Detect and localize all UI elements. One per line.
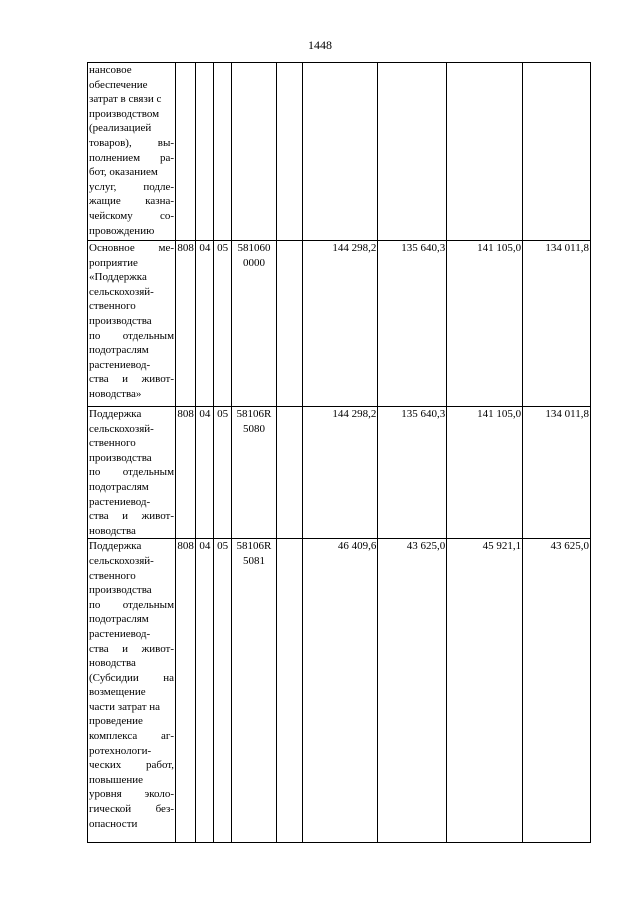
item-name-line: (реализацией [89,122,152,135]
item-name-line: полнением ра- [89,151,175,164]
target-article-code-cell [231,241,277,407]
amount-cell-4 [523,63,591,241]
item-name-line: нансовое [89,64,132,76]
item-name-line: растениевод- [89,358,151,371]
item-name-line: ственного [89,569,136,582]
subsection-code-cell: 05 [214,539,231,843]
item-name-line: подотраслям [89,344,149,357]
amount-cell-2 [378,63,447,241]
item-name-line: по отдельным [89,598,175,611]
amount-cell-3: 45 921,1 [447,539,523,843]
item-name-line: новодства [89,657,136,670]
item-name-line: жащие казна- [89,195,175,208]
section-code-cell: 04 [196,539,214,843]
target-article-code-cell [231,407,277,539]
item-name-line: проведение [89,715,143,728]
item-name-line: гической без- [89,803,175,816]
page-number: 1448 [308,38,332,52]
item-name-line: услуг, подле- [89,180,175,193]
item-name-line: по отдельным [89,329,175,342]
item-name-line: подотраслям [89,480,149,493]
table-row [88,539,591,843]
item-name-line: бот, оказанием [89,166,158,179]
expense-type-cell [277,407,302,539]
item-name-line: Поддержка [89,408,142,420]
amount-cell-1: 46 409,6 [302,539,378,843]
expense-type-cell [277,539,302,843]
item-name-line: ства и живот- [89,510,175,523]
item-name-line: части затрат на [89,700,161,713]
item-name-line: новодства» [89,387,142,400]
item-name-line: товаров), вы- [89,136,175,149]
ministry-code-cell [176,63,196,241]
target-article-code-line: 5081 [242,554,265,567]
target-article-code-line: 581060 [237,242,271,254]
item-name-line: подотраслям [89,613,149,626]
target-article-code-line: 5080 [242,422,265,435]
amount-cell-3: 141 105,0 [447,241,523,407]
amount-cell-4: 134 011,8 [523,407,591,539]
target-article-code-line: 58106R [236,540,272,553]
item-name-line: растениевод- [89,627,151,640]
table-row [88,241,591,407]
table-row [88,63,591,241]
item-name-line: ческих работ, [89,759,175,772]
section-code-cell: 04 [196,407,214,539]
item-name-line: Поддержка [89,540,142,553]
expense-type-cell [277,241,302,407]
item-name-line: по отдельным [89,466,175,479]
target-article-code-cell [231,539,277,843]
subsection-code-cell: 05 [214,407,231,539]
budget-table [87,62,591,843]
item-name-line: обеспечение [89,78,148,91]
item-name-cell [88,63,176,241]
table-row [88,407,591,539]
subsection-code-cell [214,63,231,241]
amount-cell-1: 144 298,2 [302,241,378,407]
item-name-line: новодства [89,524,136,537]
item-name-line: Основное ме- [89,242,175,254]
amount-cell-2: 43 625,0 [378,539,447,843]
amount-cell-2: 135 640,3 [378,241,447,407]
item-name-line: повышение [89,773,143,786]
item-name-line: ства и живот- [89,642,175,655]
section-code-cell: 04 [196,241,214,407]
item-name-line: чейскому со- [89,209,175,222]
subsection-code-cell: 05 [214,241,231,407]
item-name-line: ротехнологи- [89,744,152,757]
item-name-cell [88,407,176,539]
section-code-cell [196,63,214,241]
item-name-line: сельскохозяй- [89,422,154,435]
item-name-line: «Поддержка [89,271,147,284]
target-article-code-line: 0000 [242,256,265,269]
item-name-line: ства и живот- [89,373,175,386]
item-name-line: растениевод- [89,495,151,508]
item-name-cell [88,539,176,843]
target-article-code-cell [231,63,277,241]
ministry-code-cell: 808 [176,241,196,407]
amount-cell-3 [447,63,523,241]
item-name-line: роприятие [89,256,138,269]
item-name-line: опасности [89,817,138,830]
target-article-code-line: 58106R [236,408,272,420]
item-name-line: провождению [89,224,155,237]
item-name-line: возмещение [89,686,146,699]
item-name-line: затрат в связи с [89,93,162,106]
amount-cell-2: 135 640,3 [378,407,447,539]
expense-type-cell [277,63,302,241]
amount-cell-4: 43 625,0 [523,539,591,843]
item-name-line: уровня эколо- [89,788,175,801]
amount-cell-1 [302,63,378,241]
item-name-line: комплекса аг- [89,730,175,743]
item-name-line: производства [89,584,152,597]
amount-cell-4: 134 011,8 [523,241,591,407]
item-name-cell [88,241,176,407]
item-name-line: сельскохозяй- [89,554,154,567]
amount-cell-1: 144 298,2 [302,407,378,539]
amount-cell-3: 141 105,0 [447,407,523,539]
item-name-line: ственного [89,437,136,450]
item-name-line: сельскохозяй- [89,285,154,298]
item-name-line: (Субсидии на [89,671,175,684]
ministry-code-cell: 808 [176,539,196,843]
item-name-line: производством [89,107,160,120]
item-name-line: производства [89,314,152,327]
item-name-line: производства [89,451,152,464]
ministry-code-cell: 808 [176,407,196,539]
item-name-line: ственного [89,300,136,313]
